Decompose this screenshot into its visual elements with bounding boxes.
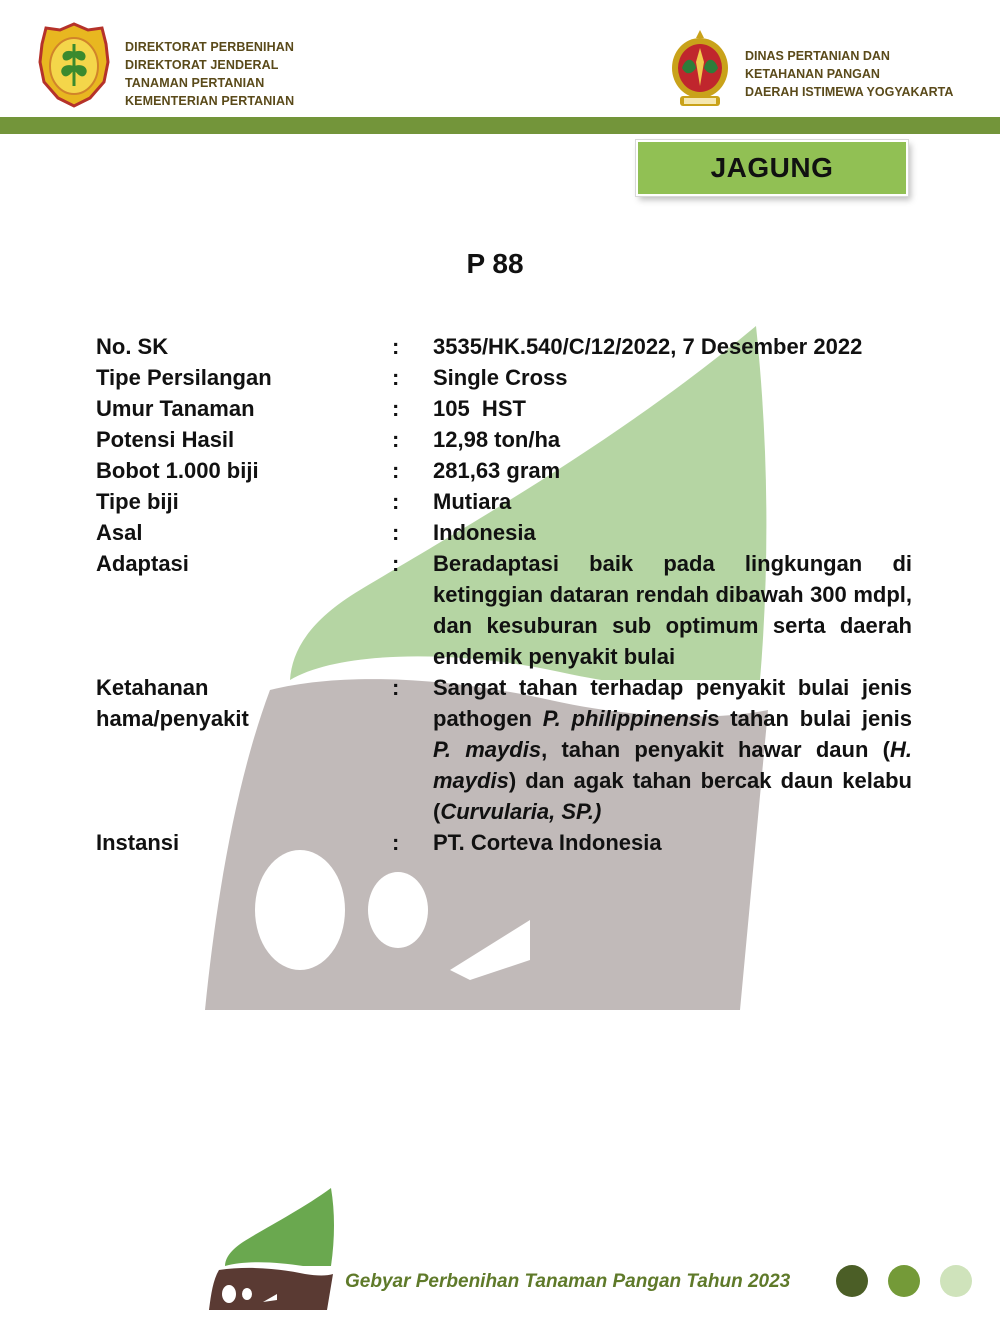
category-label: JAGUNG <box>710 152 834 183</box>
right-org-line: KETAHANAN PANGAN <box>745 67 880 81</box>
spec-label: No. SK <box>96 334 169 359</box>
right-org-line: DAERAH ISTIMEWA YOGYAKARTA <box>745 85 954 99</box>
ministry-logo <box>38 22 110 108</box>
italic-segment: P. maydis <box>433 737 542 762</box>
spec-value <box>433 672 912 827</box>
spec-row-ketahanan <box>96 672 912 827</box>
text-segment: Sangat tahan terhadap penyakit bulai jenis pathogen <box>433 675 912 731</box>
spec-row-asal <box>96 517 912 548</box>
decorative-dot-medium <box>888 1265 920 1297</box>
spec-label-line: hama/penyakit <box>96 706 249 731</box>
spec-colon: : <box>392 334 400 359</box>
variety-title: P 88 <box>466 248 524 279</box>
right-org-line: DINAS PERTANIAN DAN <box>745 49 890 63</box>
spec-row-tipe-biji <box>96 486 912 517</box>
text-segment: ) dan agak tahan bercak daun kelabu ( <box>433 768 912 824</box>
spec-label: Adaptasi <box>96 551 189 576</box>
spec-colon: : <box>392 396 400 421</box>
spec-row-umur-tanaman <box>96 393 912 424</box>
spec-value: PT. Corteva Indonesia <box>433 830 662 855</box>
spec-row-no-sk <box>96 331 912 362</box>
left-org-line: KEMENTERIAN PERTANIAN <box>125 94 295 108</box>
spec-value: 281,63 gram <box>433 458 561 483</box>
header-divider-bar <box>0 117 1000 134</box>
decorative-dot-light <box>940 1265 972 1297</box>
spec-colon: : <box>392 830 400 855</box>
spec-row-adaptasi <box>96 548 912 672</box>
italic-segment: H. maydis <box>433 737 912 793</box>
spec-colon: : <box>392 365 400 390</box>
footer-leaf-logo <box>207 1186 339 1312</box>
spec-value: Beradaptasi baik pada lingkungan di ketinggian dataran rendah dibawah 300 mdpl, dan kesuburan sub optimum serta daerah endemik penyakit bulai <box>433 551 912 669</box>
spec-label: Umur Tanaman <box>96 396 255 421</box>
spec-row-tipe-persilangan <box>96 362 912 393</box>
category-label-box <box>636 140 908 196</box>
spec-colon: : <box>392 551 400 576</box>
spec-label: Asal <box>96 520 143 545</box>
left-org-line: DIREKTORAT PERBENIHAN <box>125 40 295 54</box>
spec-label: Instansi <box>96 830 180 855</box>
spec-row-instansi <box>96 827 912 858</box>
spec-label: Potensi Hasil <box>96 427 235 452</box>
text-segment: s tahan bulai jenis <box>707 706 912 731</box>
spec-value: 105 HST <box>433 396 526 421</box>
italic-segment: Curvularia, SP.) <box>440 799 602 824</box>
spec-label <box>96 672 392 827</box>
spec-colon: : <box>392 489 400 514</box>
footer-tagline: Gebyar Perbenihan Tanaman Pangan Tahun 2023 <box>345 1271 791 1292</box>
spec-value: 3535/HK.540/C/12/2022, 7 Desember 2022 <box>433 334 863 359</box>
spec-colon: : <box>392 427 400 452</box>
left-org-line: DIREKTORAT JENDERAL <box>125 58 279 72</box>
spec-label: Bobot 1.000 biji <box>96 458 259 483</box>
spec-row-bobot <box>96 455 912 486</box>
left-org-line: TANAMAN PERTANIAN <box>125 76 265 90</box>
left-organization-name <box>125 38 294 110</box>
spec-label: Tipe biji <box>96 489 179 514</box>
text-segment: , tahan penyakit hawar daun ( <box>541 737 890 762</box>
spec-value: Mutiara <box>433 489 512 514</box>
italic-segment: P. philippinensi <box>542 706 708 731</box>
spec-label: Tipe Persilangan <box>96 365 272 390</box>
spec-label-line: Ketahanan <box>96 675 209 700</box>
decorative-dot-dark <box>836 1265 868 1297</box>
specification-list <box>96 331 912 858</box>
spec-value: 12,98 ton/ha <box>433 427 561 452</box>
spec-value: Indonesia <box>433 520 536 545</box>
spec-row-potensi-hasil <box>96 424 912 455</box>
yogyakarta-emblem-logo <box>668 28 732 112</box>
spec-value: Single Cross <box>433 365 568 390</box>
right-organization-name <box>745 47 953 101</box>
spec-colon: : <box>392 458 400 483</box>
spec-colon: : <box>392 520 400 545</box>
spec-colon: : <box>392 675 400 700</box>
